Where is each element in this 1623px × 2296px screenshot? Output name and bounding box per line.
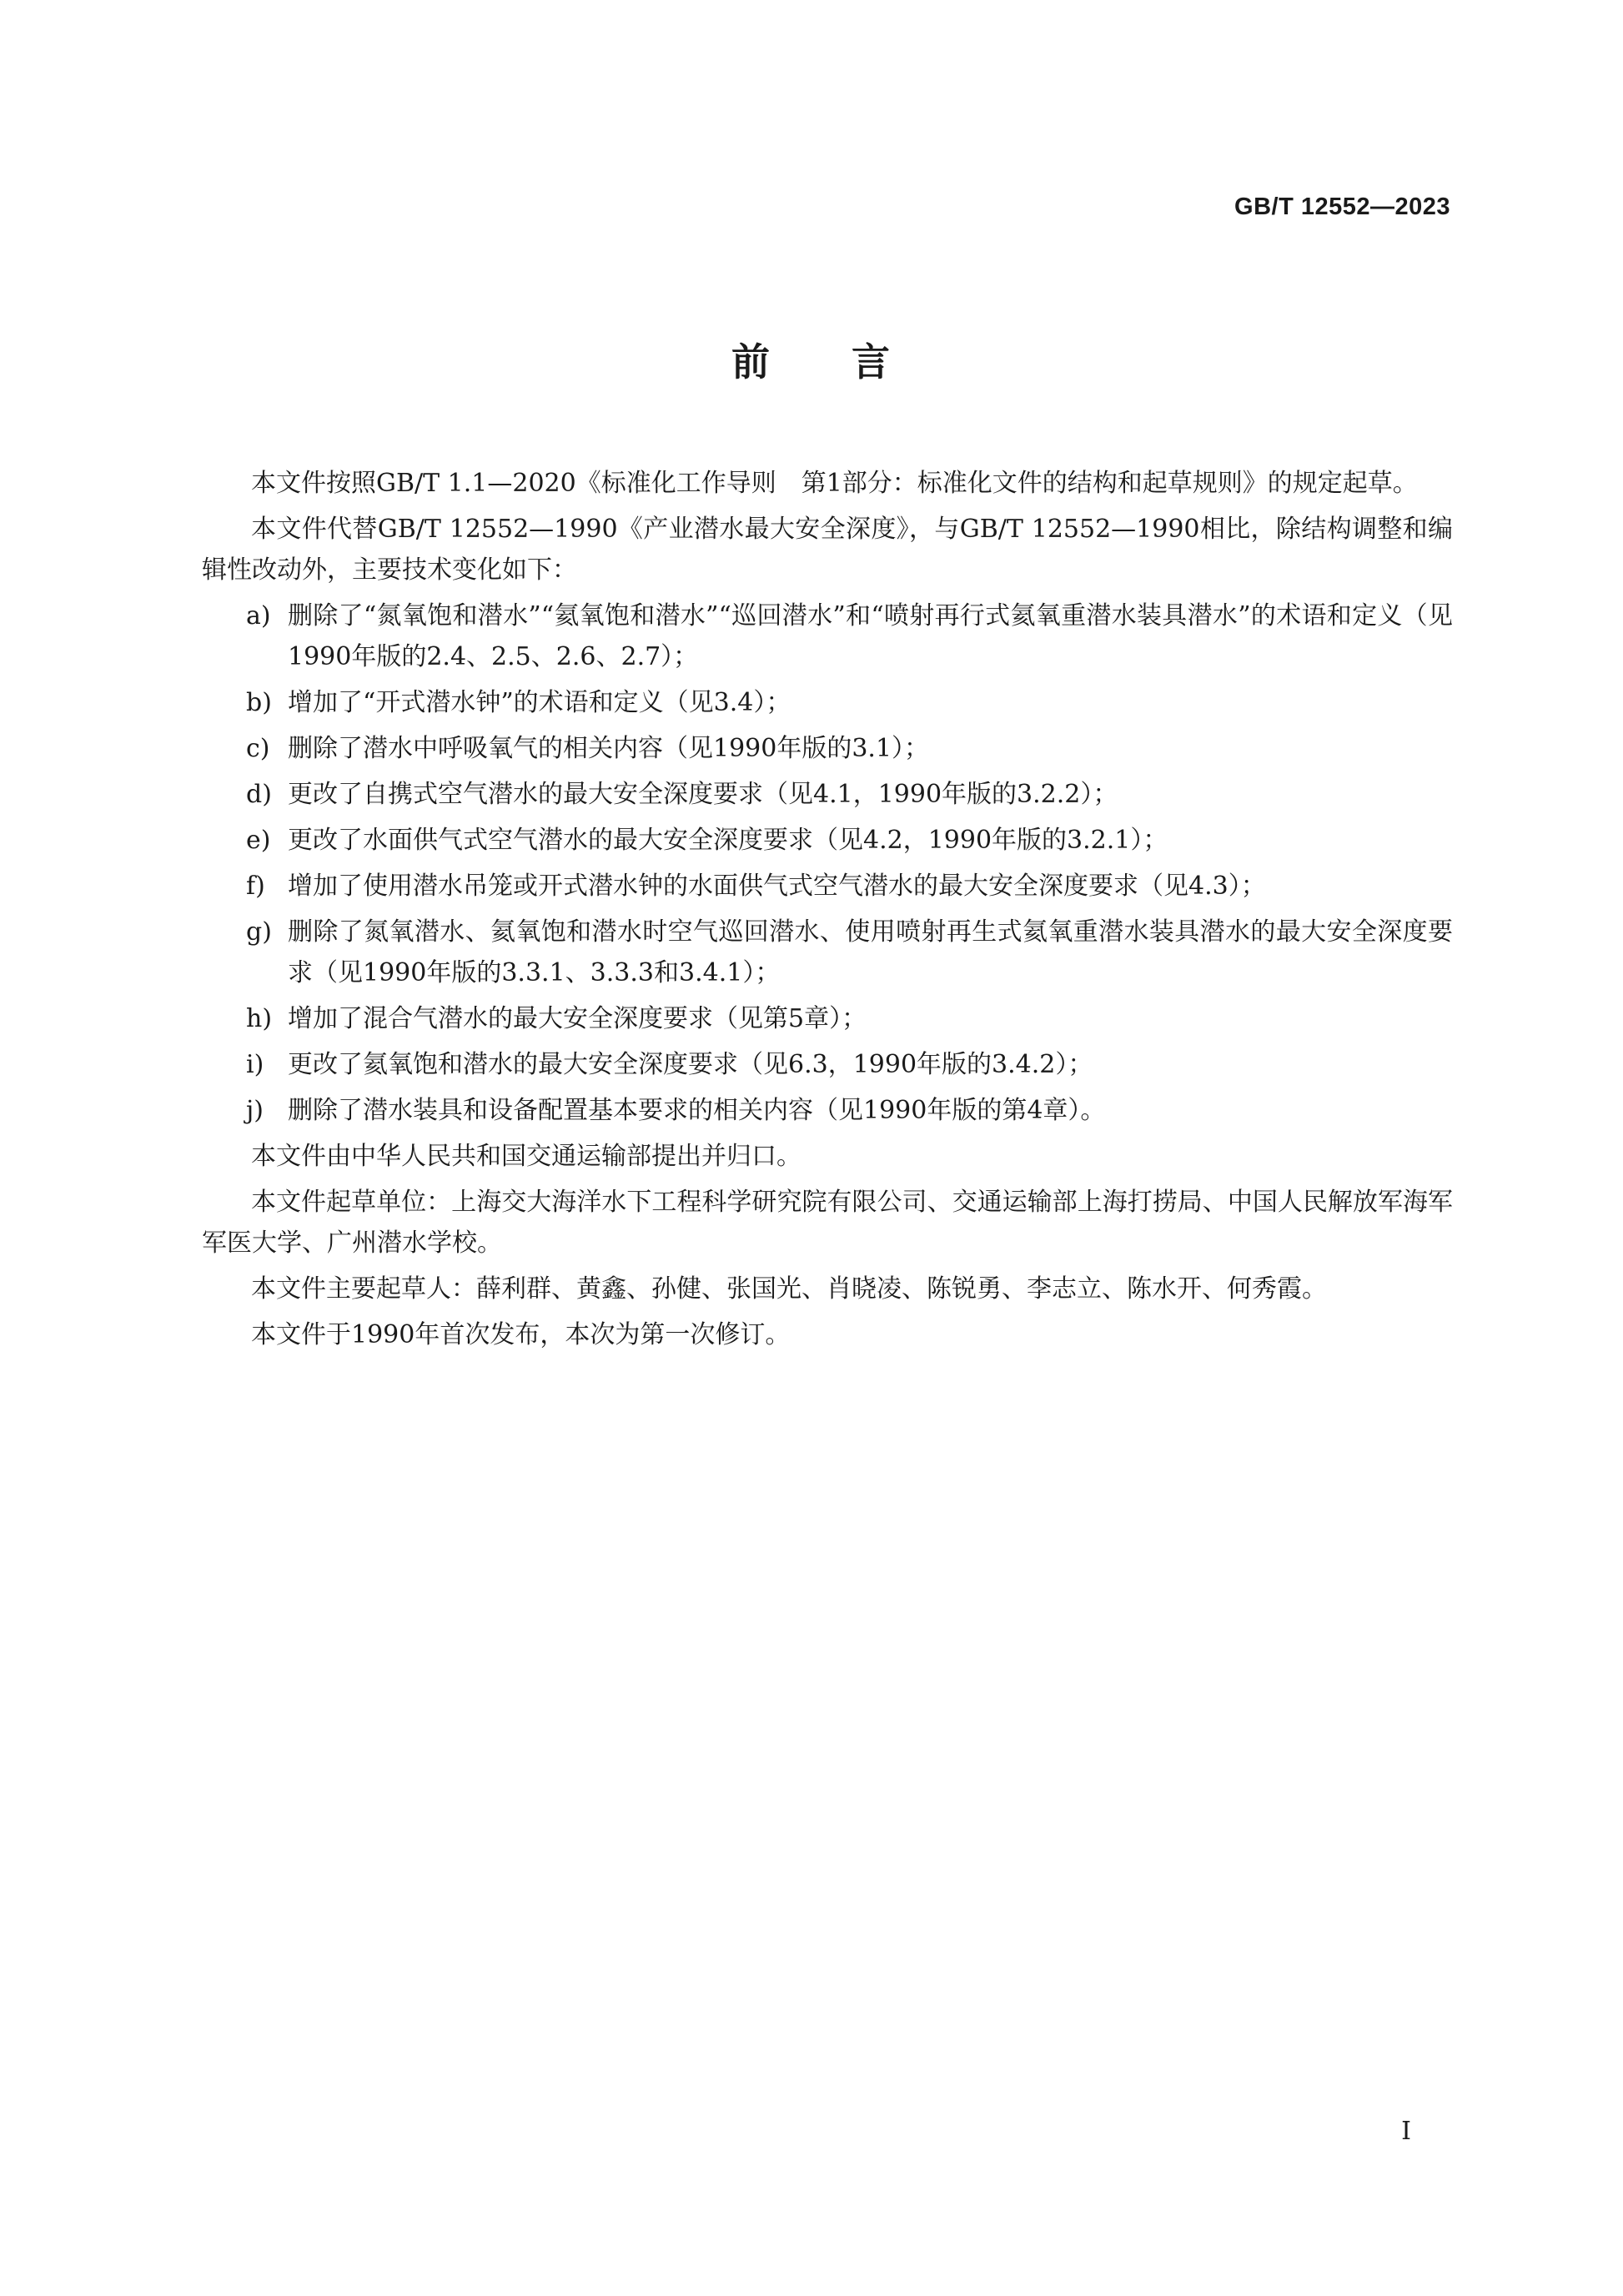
list-item [202, 1090, 1453, 1131]
list-item-text: 增加了“开式潜水钟”的术语和定义（见3.4）； [288, 688, 791, 717]
standard-code: GB/T 12552—2023 [1234, 193, 1450, 220]
list-marker: h) [246, 1004, 273, 1033]
list-marker: e) [246, 826, 271, 855]
page-number: I [1401, 2117, 1411, 2146]
list-marker: f) [246, 872, 265, 901]
technical-changes-list [202, 595, 1453, 1131]
list-item [202, 774, 1453, 815]
paragraph-drafters: 本文件主要起草人：薛利群、黄鑫、孙健、张国光、肖晓凌、陈锐勇、李志立、陈水开、何秀霞。 [251, 1274, 1327, 1304]
list-marker: b) [246, 688, 272, 717]
page-title: 前 言 [731, 339, 892, 384]
list-marker: i) [246, 1050, 264, 1079]
list-item-text: 删除了潜水中呼吸氧气的相关内容（见1990年版的3.1）； [288, 734, 930, 763]
list-marker: g) [246, 917, 272, 947]
list-item [202, 1044, 1453, 1085]
list-item-text: 增加了混合气潜水的最大安全深度要求（见第5章）； [288, 1004, 867, 1033]
list-marker: d) [246, 780, 272, 809]
list-item [202, 820, 1453, 861]
list-item [202, 912, 1453, 993]
list-item-text: 更改了氦氧饱和潜水的最大安全深度要求（见6.3，1990年版的3.4.2）； [288, 1050, 1093, 1079]
paragraph-drafting-rules: 本文件按照GB/T 1.1—2020《标准化工作导则 第1部分：标准化文件的结构和起草规则》的规定起草。 [251, 469, 1418, 498]
list-marker: c) [246, 734, 270, 763]
list-item [202, 866, 1453, 907]
list-item-text: 删除了氮氧潜水、氦氧饱和潜水时空气巡回潜水、使用喷射再生式氦氧重潜水装具潜水的最大安全深度要求（见1990年版的3.3.1、3.3.3和3.4.1）； [288, 917, 1453, 987]
list-item-text: 删除了“氮氧饱和潜水”“氦氧饱和潜水”“巡回潜水”和“喷射再行式氦氧重潜水装具潜水”的术语和定义（见1990年版的2.4、2.5、2.6、2.7）； [288, 601, 1453, 671]
list-item [202, 998, 1453, 1039]
list-item-text: 增加了使用潜水吊笼或开式潜水钟的水面供气式空气潜水的最大安全深度要求（见4.3）； [288, 872, 1266, 901]
paragraph-proposer: 本文件由中华人民共和国交通运输部提出并归口。 [251, 1142, 801, 1171]
list-item [202, 682, 1453, 723]
list-item-text: 更改了水面供气式空气潜水的最大安全深度要求（见4.2，1990年版的3.2.1）； [288, 826, 1168, 855]
list-marker: j) [246, 1096, 264, 1125]
paragraph-publication-history: 本文件于1990年首次发布，本次为第一次修订。 [251, 1320, 791, 1349]
list-item [202, 728, 1453, 769]
paragraph-replacement-statement: 本文件代替GB/T 12552—1990《产业潜水最大安全深度》，与GB/T 12552—1990相比，除结构调整和编辑性改动外，主要技术变化如下： [202, 515, 1453, 585]
list-item [202, 595, 1453, 677]
paragraph-drafting-units: 本文件起草单位：上海交大海洋水下工程科学研究院有限公司、交通运输部上海打捞局、中国人民解放军海军军医大学、广州潜水学校。 [202, 1188, 1453, 1258]
foreword-body [202, 463, 1453, 1360]
list-marker: a) [246, 601, 271, 631]
list-item-text: 更改了自携式空气潜水的最大安全深度要求（见4.1，1990年版的3.2.2）； [288, 780, 1118, 809]
list-item-text: 删除了潜水装具和设备配置基本要求的相关内容（见1990年版的第4章）。 [288, 1096, 1106, 1125]
